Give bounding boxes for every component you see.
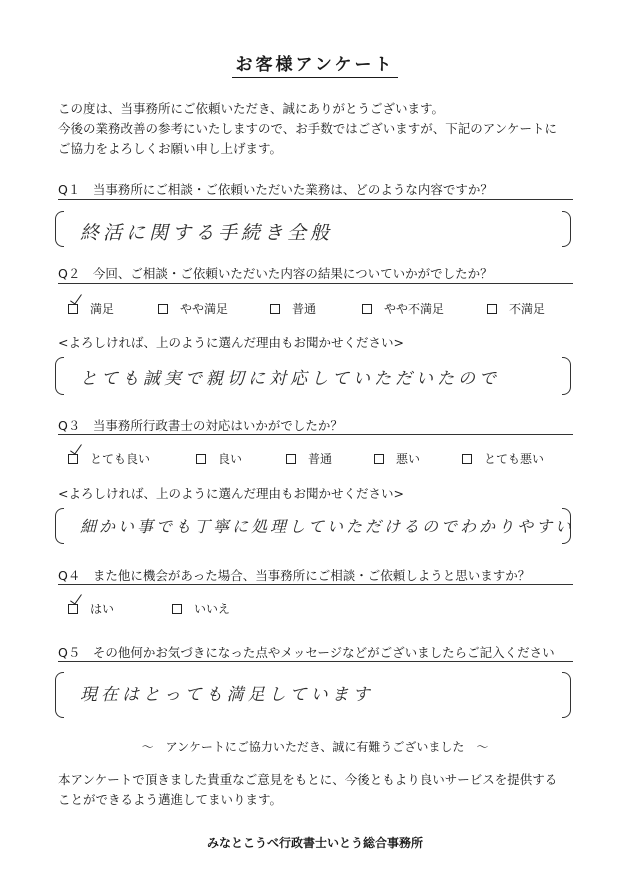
q3-reason[interactable]: 細かい事でも丁寧に処理していただけるのでわかりやすい — [80, 517, 575, 536]
q3-option-3[interactable]: 普通 — [286, 450, 332, 467]
intro-line: この度は、当事務所にご依頼いただき、誠にありがとうございます。 — [58, 101, 445, 116]
intro-line: ご協力をよろしくお願い申し上げます。 — [58, 141, 283, 156]
checkbox[interactable] — [68, 604, 78, 614]
checkbox[interactable] — [68, 304, 78, 314]
q5-answer[interactable]: 現在はとっても満足しています — [80, 685, 374, 705]
q1-bracket-left — [55, 211, 64, 247]
q2-option-1[interactable]: 満足 — [68, 300, 114, 317]
closing-line: 本アンケートで頂きました貴重なご意見をもとに、今後ともより良いサービスを提供する — [58, 772, 558, 787]
thanks-message: ～ アンケートにご協力いただき、誠に有難うございました ～ — [141, 740, 489, 754]
intro-line: 今後の業務改善の参考にいたしますので、お手数ではございますが、下記のアンケートに — [58, 121, 558, 136]
q2-reason[interactable]: とても誠実で親切に対応していただいたので — [80, 369, 500, 389]
checkbox[interactable] — [158, 304, 168, 314]
q2-question: Q２ 今回、ご相談・ご依頼いただいた内容の結果についていかがでしたか？ — [58, 266, 493, 281]
office-name: みなとこうべ行政書士いとう総合事務所 — [206, 836, 423, 850]
intro-text — [58, 99, 557, 159]
q2-option-4[interactable]: やや不満足 — [362, 300, 444, 317]
q5-bracket-right — [562, 672, 571, 718]
closing-line: ことができるよう邁進してまいります。 — [58, 792, 283, 807]
q3-underline — [58, 434, 573, 435]
q3-option-1[interactable]: とても良い — [68, 450, 150, 467]
q3-option-5[interactable]: とても悪い — [462, 450, 544, 467]
q4-underline — [58, 584, 573, 585]
q5-question: Q５ その他何かお気づきになった点やメッセージなどがございましたらご記入ください — [58, 645, 555, 660]
q2-reason-prompt: <よろしければ、上のように選んだ理由もお聞かせください> — [58, 335, 404, 350]
q4-option-1[interactable]: はい — [68, 600, 114, 617]
q5-bracket-left — [55, 672, 64, 718]
checkbox[interactable] — [362, 304, 372, 314]
checkbox[interactable] — [462, 454, 472, 464]
q5-underline — [58, 661, 573, 662]
q1-answer[interactable]: 終活に関する手続き全般 — [80, 222, 334, 244]
q2-bracket-right — [562, 357, 571, 395]
q3-bracket-left — [55, 508, 64, 544]
checkbox[interactable] — [196, 454, 206, 464]
survey-title: お客様アンケート — [0, 50, 630, 75]
q4-option-2[interactable]: いいえ — [172, 600, 230, 617]
q2-option-2[interactable]: やや満足 — [158, 300, 228, 317]
q1-underline — [58, 199, 573, 200]
closing-text — [58, 770, 557, 810]
q1-bracket-right — [562, 211, 571, 247]
checkbox[interactable] — [286, 454, 296, 464]
checkbox[interactable] — [172, 604, 182, 614]
q2-option-3[interactable]: 普通 — [270, 300, 316, 317]
checkbox[interactable] — [487, 304, 497, 314]
q3-option-4[interactable]: 悪い — [374, 450, 420, 467]
checkbox[interactable] — [68, 454, 78, 464]
checkbox[interactable] — [374, 454, 384, 464]
q3-question: Q３ 当事務所行政書士の対応はいかがでしたか？ — [58, 418, 343, 433]
q3-reason-prompt: <よろしければ、上のように選んだ理由もお聞かせください> — [58, 486, 404, 501]
q1-question: Q１ 当事務所にご相談・ご依頼いただいた業務は、どのような内容ですか？ — [58, 182, 493, 197]
checkbox[interactable] — [270, 304, 280, 314]
q2-underline — [58, 283, 573, 284]
q2-option-5[interactable]: 不満足 — [487, 300, 545, 317]
q3-option-2[interactable]: 良い — [196, 450, 242, 467]
q4-question: Q４ また他に機会があった場合、当事務所にご相談・ご依頼しようと思いますか？ — [58, 568, 531, 583]
q2-bracket-left — [55, 357, 64, 395]
